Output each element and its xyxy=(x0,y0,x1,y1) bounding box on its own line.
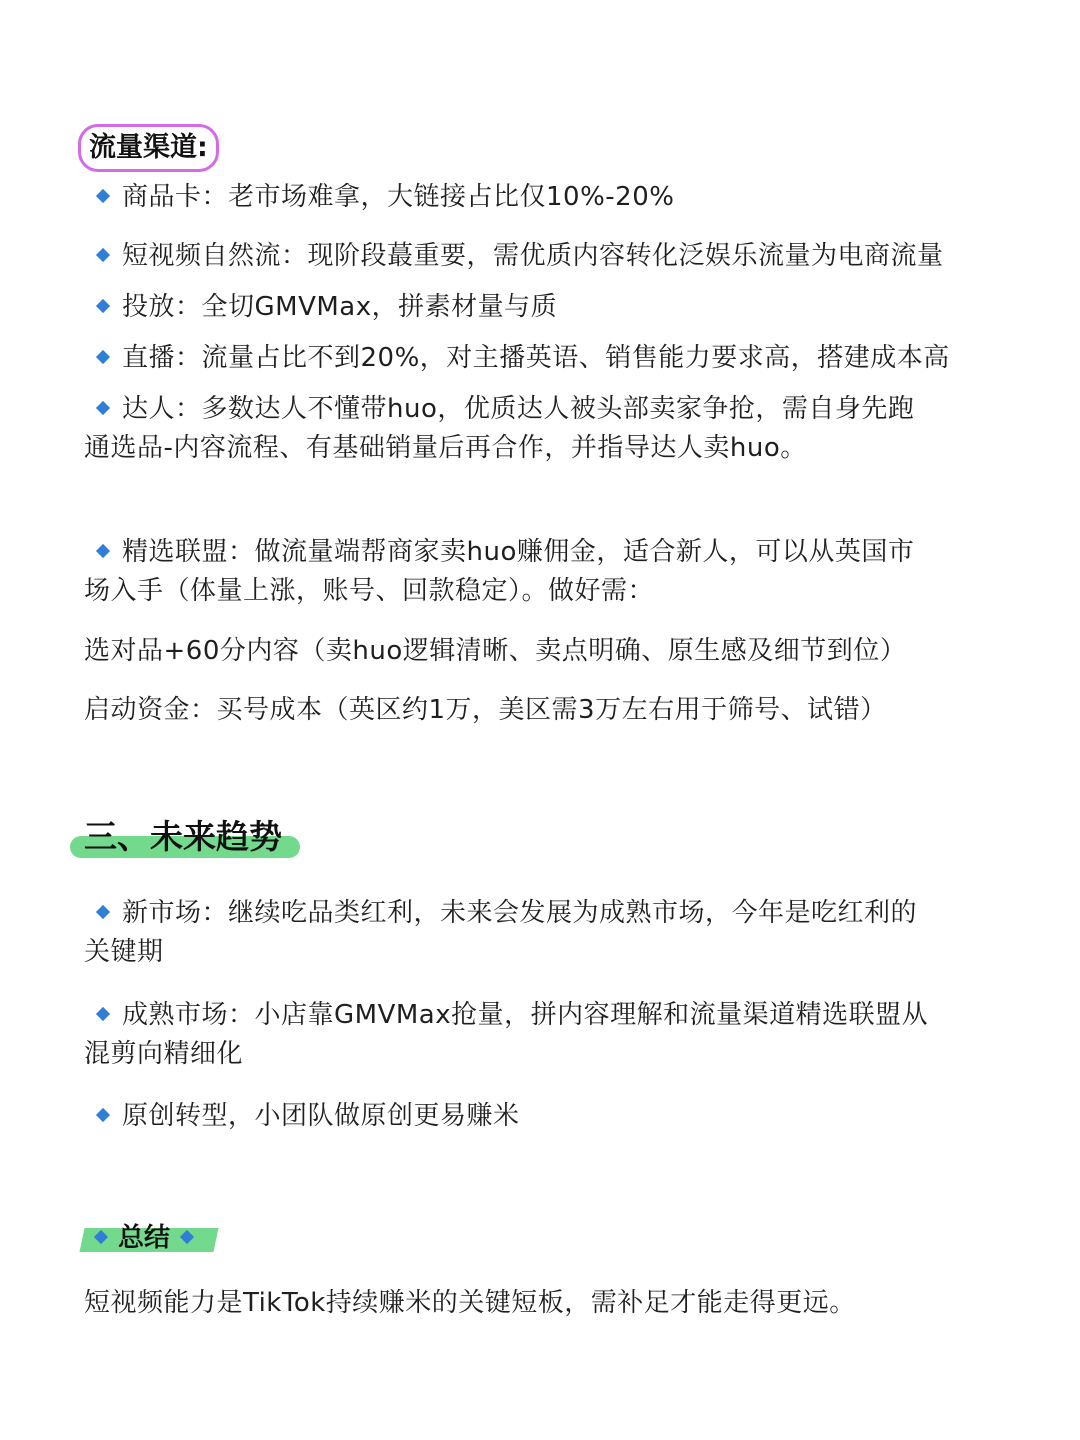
list-item-affiliate-continued: 场入手（体量上涨，账号、回款稳定）。做好需： xyxy=(84,576,655,606)
diamond-bullet-icon xyxy=(96,188,110,202)
list-item-text: 达人：多数达人不懂带huo，优质达人被头部卖家争抢，需自身先跑 xyxy=(122,394,915,424)
list-item-text: 原创转型，小团队做原创更易赚米 xyxy=(122,1101,520,1131)
list-item-text: 短视频自然流：现阶段蕞重要，需优质内容转化泛娱乐流量为电商流量 xyxy=(122,241,944,271)
trends-title: 三、未来趋势 xyxy=(84,817,282,856)
list-item-affiliate xyxy=(84,532,914,572)
list-item-creator xyxy=(84,389,914,429)
list-item-short-video xyxy=(84,236,944,276)
diamond-bullet-icon xyxy=(96,247,110,261)
diamond-bullet-icon xyxy=(96,400,110,414)
affiliate-requirement-1: 选对品+60分内容（卖huo逻辑清晰、卖点明确、原生感及细节到位） xyxy=(84,636,907,666)
list-item-text: 商品卡：老市场难拿，大链接占比仅10%-20% xyxy=(122,182,675,212)
channels-title: 流量渠道: xyxy=(78,124,219,172)
list-item-mature-market-continued: 混剪向精细化 xyxy=(84,1039,244,1069)
diamond-bullet-icon xyxy=(94,1229,108,1243)
list-item-text: 精选联盟：做流量端帮商家卖huo赚佣金，适合新人，可以从英国市 xyxy=(122,537,915,567)
summary-text: 短视频能力是TikTok持续赚米的关键短板，需补足才能走得更远。 xyxy=(84,1288,856,1318)
list-item-text: 成熟市场：小店靠GMVMax抢量，拼内容理解和流量渠道精选联盟从 xyxy=(122,1000,929,1030)
summary-title-text: 总结 xyxy=(118,1223,171,1253)
list-item-text: 投放：全切GMVMax，拼素材量与质 xyxy=(122,292,558,322)
list-item-ads xyxy=(84,287,557,327)
list-item-new-market xyxy=(84,893,917,933)
diamond-bullet-icon xyxy=(180,1229,194,1243)
list-item-original xyxy=(84,1096,520,1136)
list-item-creator-continued: 通选品-内容流程、有基础销量后再合作，并指导达人卖huo。 xyxy=(84,433,807,463)
list-item-live xyxy=(84,338,950,378)
list-item-mature-market xyxy=(84,995,928,1035)
diamond-bullet-icon xyxy=(96,1006,110,1020)
list-item-text: 新市场：继续吃品类红利，未来会发展为成熟市场，今年是吃红利的 xyxy=(122,898,918,928)
summary-title xyxy=(86,1218,204,1258)
diamond-bullet-icon xyxy=(96,543,110,557)
diamond-bullet-icon xyxy=(96,298,110,312)
diamond-bullet-icon xyxy=(96,349,110,363)
list-item-new-market-continued: 关键期 xyxy=(84,937,164,967)
affiliate-requirement-2: 启动资金：买号成本（英区约1万，美区需3万左右用于筛号、试错） xyxy=(84,695,887,725)
list-item-product-card xyxy=(84,177,674,217)
list-item-text: 直播：流量占比不到20%，对主播英语、销售能力要求高，搭建成本高 xyxy=(122,343,950,373)
diamond-bullet-icon xyxy=(96,1107,110,1121)
diamond-bullet-icon xyxy=(96,904,110,918)
